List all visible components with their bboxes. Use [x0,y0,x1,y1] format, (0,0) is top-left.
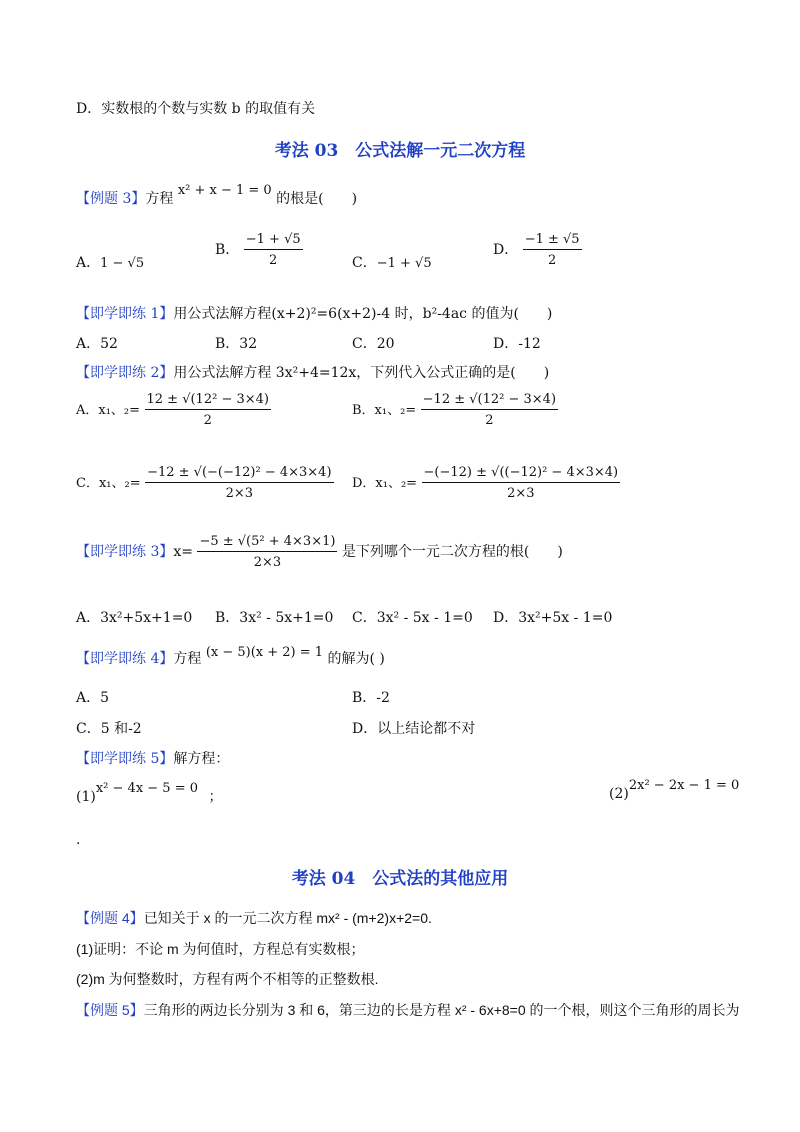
subquestion-label: (1) [76,789,96,805]
question-text: 已知关于 x 的一元二次方程 mx² - (m+2)x+2=0. [143,910,432,926]
example-3-question [76,183,358,208]
option-label: B． [215,242,240,258]
option-label: D． [493,242,519,258]
example-4-part-2: (2)m 为何整数时，方程有两个不相等的正整数根. [76,971,379,987]
practice-tag: 【即学即练 4】 [76,651,174,667]
option-a: A．5 [76,690,110,706]
fraction: $\frac{-1 \pm √5}{2}$ [524,232,580,268]
option-d [493,232,582,268]
punctuation: ； [208,789,223,805]
question-prefix: 方程 [173,651,202,667]
option-c [76,465,334,501]
question-text: 用公式法解方程(x+2)²=6(x+2)-4 时，b²-4ac 的值为( ) [173,306,553,322]
equation: x² − 4x − 5 = 0 [95,781,199,796]
question-prefix: x= [173,544,193,560]
option-d: D．3x²+5x - 1=0 [493,610,613,626]
practice-3-question [76,534,563,570]
question-prefix: 方程 [145,191,174,207]
option-b [215,232,303,268]
section-heading-04: 考法 04 公式法的其他应用 [291,869,509,889]
option-b: B．3x² - 5x+1=0 [215,610,334,626]
option-d: D．-12 [493,336,541,352]
equation: x² + x − 1 = 0 [177,183,272,198]
option-label: A．x₁、₂= [76,403,141,418]
fraction: $\frac{\text{−(−12) ± √((−12)² − 4×3×4)}}{2\times 3}$ [423,465,619,501]
example-4-part-1: (1)证明：不论 m 为何值时，方程总有实数根； [76,941,365,957]
example-5-question [76,1000,740,1020]
question-text: 三角形的两边长分别为 3 和 6，第三边的长是方程 x² - 6x+8=0 的一个根，则这个三角形的周长为 [143,1002,740,1018]
option-label: D．x₁、₂= [352,476,418,491]
option-d [352,465,620,501]
fraction: $\frac{\text{−5 ± √(5² + 4×3×1)}}{2\times 3}$ [199,534,336,570]
option-label: C．x₁、₂= [76,476,141,491]
option-c: C．20 [352,336,395,352]
example-4-question [76,908,432,928]
option-c: C．5 和-2 [76,721,142,737]
practice-2-question [76,362,549,382]
practice-tag: 【即学即练 5】 [76,751,174,767]
practice-1-question [76,303,552,323]
practice-tag: 【即学即练 3】 [76,544,174,560]
example-tag: 【例题 5】 [76,1002,144,1018]
trailing-dot: . [76,832,81,848]
example-tag: 【例题 3】 [76,191,146,207]
subquestion-2 [609,778,740,802]
section-heading-03: 考法 03 公式法解一元二次方程 [274,141,526,161]
option-expression: −1 + √5 [376,256,432,271]
fraction: $\frac{\text{12 ± √(12² − 3×4)}}{2}$ [146,392,269,428]
option-c: C．3x² - 5x - 1=0 [352,610,473,626]
option-a [76,392,271,428]
option-label: C． [352,255,377,271]
fraction: $\frac{\text{−12 ± √(−(−12)² − 4×3×4)}}{2\times 3}$ [147,465,332,501]
question-text: 解方程： [173,751,230,767]
option-c [352,252,432,272]
subquestion-1 [76,781,223,806]
fraction: $\frac{\text{−12 ± √(12² − 3×4)}}{2}$ [422,392,557,428]
option-b [352,392,558,428]
fraction: $\frac{-1 + √5}{2}$ [245,232,301,268]
option-b: B．32 [215,336,258,352]
question-suffix: 的解为( ) [327,651,385,667]
equation: (x − 5)(x + 2) = 1 [205,645,324,660]
option-expression: 1 − √5 [100,256,145,271]
option-a [76,252,144,272]
question-suffix: 的根是( ) [276,191,358,207]
example-tag: 【例题 4】 [76,910,144,926]
option-d: D．以上结论都不对 [352,721,476,737]
question-suffix: 是下列哪个一元二次方程的根( ) [341,544,563,560]
option-label: A． [76,255,101,271]
question-text: 用公式法解方程 3x²+4=12x，下列代入公式正确的是( ) [173,365,550,381]
option-label: B．x₁、₂= [352,403,417,418]
previous-option-d: D．实数根的个数与实数 b 的取值有关 [76,101,316,117]
subquestion-label: (2) [609,786,629,802]
equation: 2x² − 2x − 1 = 0 [628,778,740,793]
practice-5-question [76,748,229,768]
option-b: B．-2 [352,690,390,706]
option-a: A．52 [76,336,118,352]
practice-tag: 【即学即练 2】 [76,365,174,381]
practice-tag: 【即学即练 1】 [76,306,174,322]
option-a: A．3x²+5x+1=0 [76,610,193,626]
practice-4-question [76,645,385,668]
